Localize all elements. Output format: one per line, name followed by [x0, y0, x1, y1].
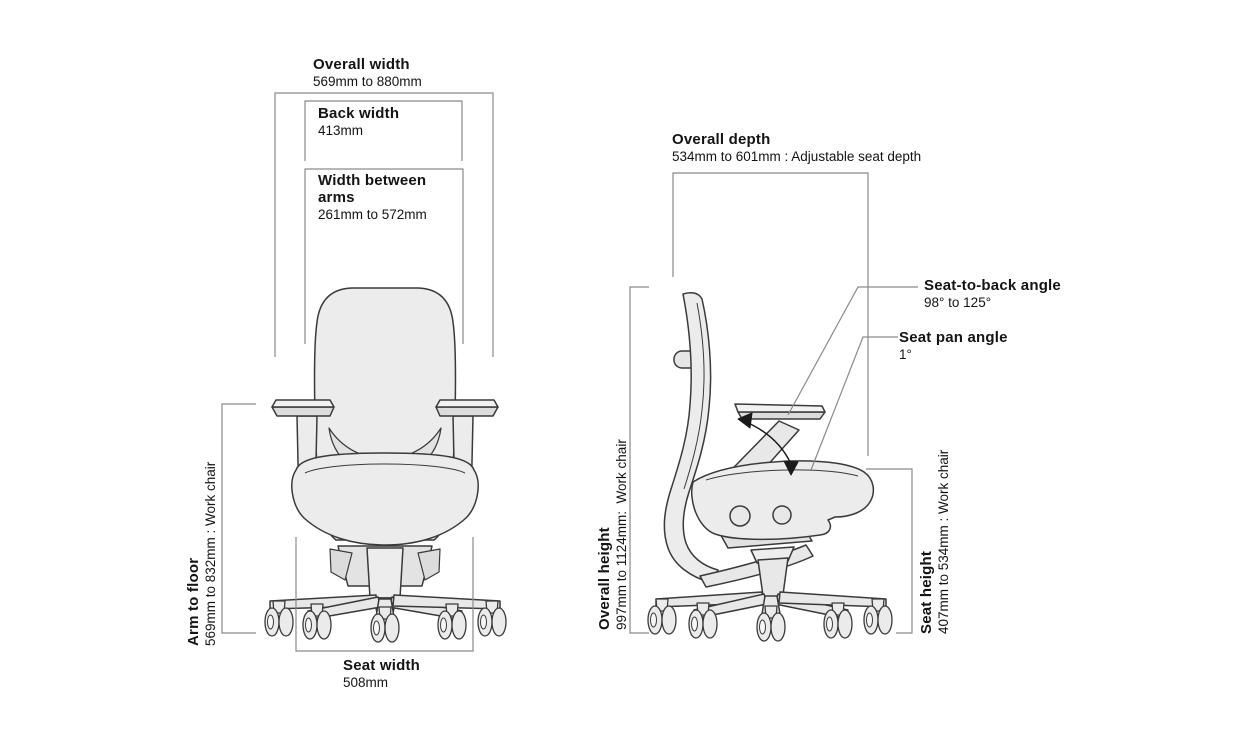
seat-height-value: 407mm to 534mm : Work chair — [936, 449, 951, 634]
overall-height-label — [596, 439, 631, 630]
seat-height-title: Seat height — [918, 550, 935, 634]
overall-width-value: 569mm to 880mm — [313, 74, 422, 89]
arm-to-floor-value: 569mm to 832mm : Work chair — [203, 461, 218, 646]
seat-width-value: 508mm — [343, 675, 389, 690]
seat-pan-angle-title: Seat pan angle — [899, 329, 1008, 346]
arm-to-floor-title: Arm to floor — [185, 557, 202, 646]
seat-to-back-angle-title: Seat-to-back angle — [924, 277, 1061, 294]
front-chair-drawing — [265, 288, 506, 642]
width-between-arms-value: 261mm to 572mm — [318, 207, 427, 222]
overall-depth-title: Overall depth — [672, 131, 771, 148]
overall-height-title: Overall height — [596, 527, 613, 630]
seat-pan-angle-value: 1° — [899, 347, 912, 362]
side-knob-rear — [730, 506, 750, 526]
side-backrest — [664, 293, 718, 583]
side-seat — [692, 461, 874, 540]
seat-pan-angle-leader — [811, 337, 898, 470]
overall-height-value: 997mm to 1124mm: Work chair — [614, 439, 629, 630]
overall-width-title: Overall width — [313, 56, 410, 73]
arm-to-floor-label — [185, 462, 220, 646]
seat-pan-angle-label — [899, 329, 1008, 364]
seat-width-title: Seat width — [343, 657, 421, 674]
overall-depth-label — [672, 131, 921, 166]
back-width-title: Back width — [318, 105, 400, 122]
width-between-arms-label — [318, 172, 436, 224]
front-column — [367, 548, 403, 598]
back-width-value: 413mm — [318, 123, 364, 138]
seat-width-label — [343, 657, 420, 692]
front-left-arm-cap — [272, 400, 334, 416]
side-chair-drawing — [648, 293, 892, 641]
overall-depth-value: 534mm to 601mm : Adjustable seat depth — [672, 149, 922, 164]
front-seat — [292, 453, 478, 545]
overall-width-label — [313, 56, 422, 91]
seat-height-label — [918, 450, 953, 634]
overall-height-bracket — [630, 287, 649, 633]
arm-to-floor-bracket — [222, 404, 256, 633]
back-width-label — [318, 105, 399, 140]
seat-to-back-angle-value: 98° to 125° — [924, 295, 992, 310]
front-right-arm-cap — [436, 400, 498, 416]
seat-to-back-angle-label — [924, 277, 1061, 312]
side-knob-front — [773, 506, 791, 524]
width-between-arms-title: Width between arms — [318, 172, 427, 206]
